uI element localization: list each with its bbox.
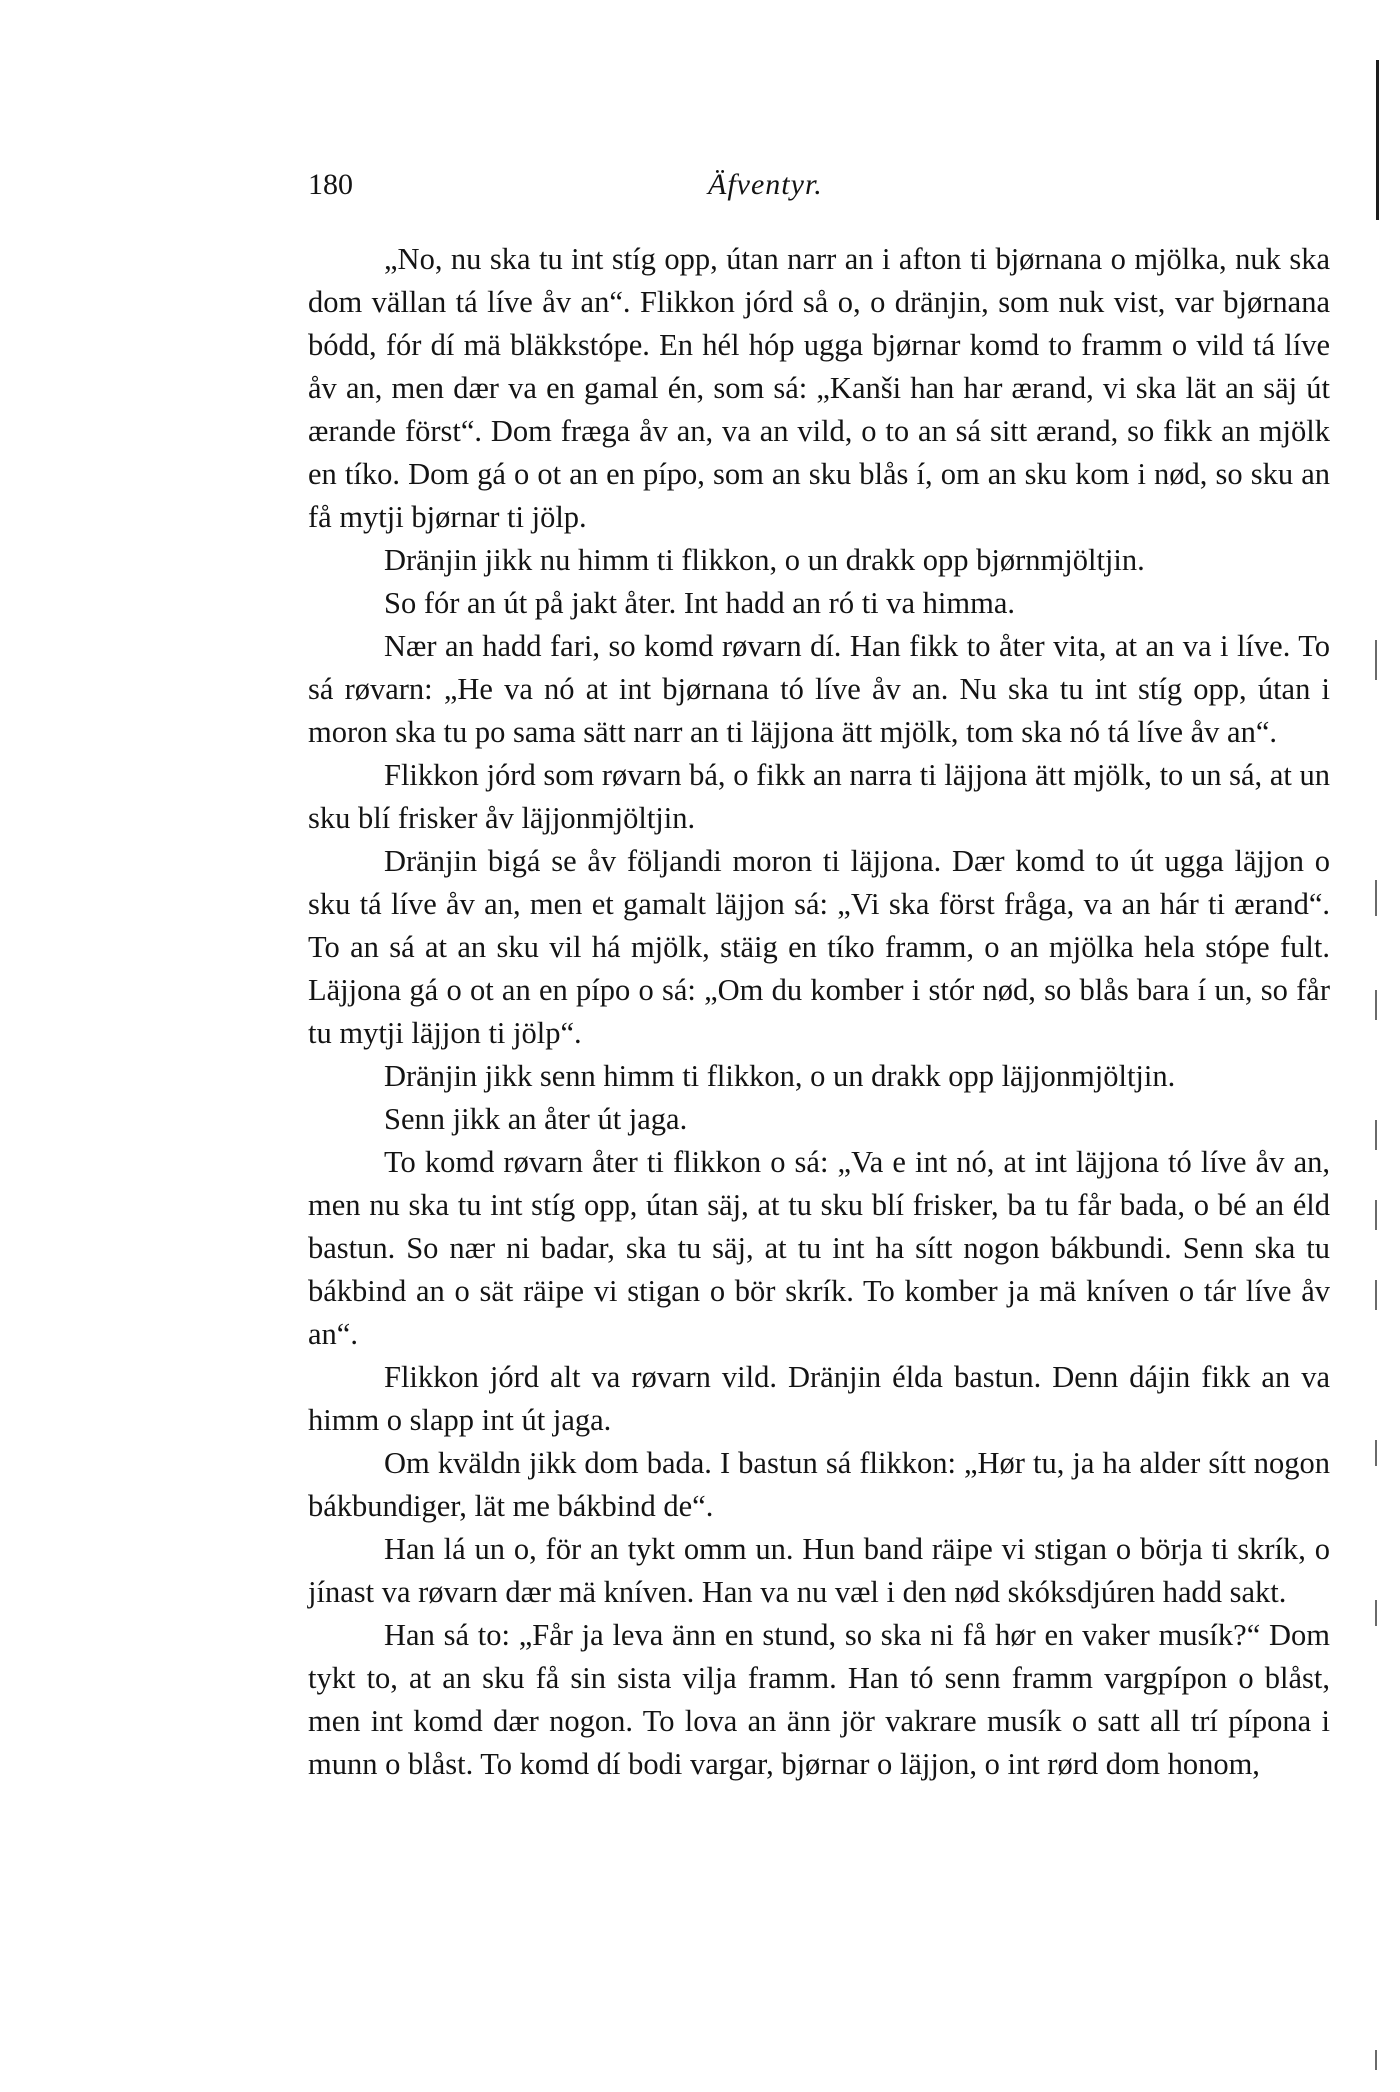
paragraph: Dränjin jikk nu himm ti flikkon, o un drakk opp bjørnmjöltjin. <box>384 543 1145 577</box>
page-number: 180 <box>308 168 353 201</box>
page-edge-tick <box>1375 2050 1377 2070</box>
page-edge-tick <box>1375 1440 1377 1466</box>
page-edge-tick <box>1375 880 1377 916</box>
paragraph: Flikkon jórd alt va røvarn vild. Dränjin élda bastun. Denn dájin fikk an va himm o slapp int út jaga. <box>308 1360 1330 1437</box>
paragraph: Flikkon jórd som røvarn bá, o fikk an narra ti läjjona ätt mjölk, to un sá, at un sku blí frisker åv läjjonmjöltjin. <box>308 758 1330 835</box>
page-edge-tick <box>1375 1280 1377 1310</box>
paragraph: „No, nu ska tu int stíg opp, útan narr an i afton ti bjørnana o mjölka, nuk ska dom vällan tá líve åv an“. Flikkon jórd så o, o dränjin, som nuk vist, var bjørnana bódd, fór dí mä bläkkstópe. En hél hóp ugga bjørnar komd to framm o vild tá líve åv an, men dær va en gamal én, som sá: „Kanši han har ærand, vi ska lät an säj út ærande först“. Dom fræga åv an, va an vild, o to an sá sitt ærand, so fikk an mjölk en tíko. Dom gá o ot an en pípo, som an sku blås í, om an sku kom i nød, so sku an få mytji bjørnar ti jölp. <box>308 242 1330 534</box>
paragraph: Nær an hadd fari, so komd røvarn dí. Han fikk to åter vita, at an va i líve. To sá røvarn: „He va nó at int bjørnana tó líve åv an. Nu ska tu int stíg opp, útan i moron ska tu po sama sätt narr an ti läjjona ätt mjölk, tom ska nó tá líve åv an“. <box>308 629 1330 749</box>
page-edge-tick <box>1375 1600 1377 1626</box>
paragraph: Dränjin jikk senn himm ti flikkon, o un drakk opp läjjonmjöltjin. <box>384 1059 1176 1093</box>
page-header <box>308 168 1308 208</box>
paragraph: So fór an út på jakt åter. Int hadd an ró ti va himma. <box>384 586 1016 620</box>
body-text <box>308 238 1330 1786</box>
page-edge-line <box>1376 60 1379 220</box>
paragraph: Dränjin bigá se åv följandi moron ti läjjona. Dær komd to út ugga läjjon o sku tá líve åv an, men et gamalt läjjon sá: „Vi ska först fråga, va an hár ti ærand“. To an sá at an sku vil há mjölk, stäig en tíko framm, o an mjölka hela stópe fult. Läjjona gá o ot an en pípo o sá: „Om du komber i stór nød, so blås bara í un, so får tu mytji läjjon ti jölp“. <box>308 844 1330 1050</box>
paragraph: Senn jikk an åter út jaga. <box>384 1102 688 1136</box>
paragraph: To komd røvarn åter ti flikkon o sá: „Va e int nó, at int läjjona tó líve åv an, men nu ska tu int stíg opp, útan säj, at tu sku blí frisker, ba tu får bada, o bé an éld bastun. So nær ni badar, ska tu säj, at tu int ha sítt nogon bákbundi. Senn ska tu bákbind an o sät räipe vi stigan o bör skrík. To komber ja mä kníven o tár líve åv an“. <box>308 1145 1330 1351</box>
paragraph: Han sá to: „Får ja leva änn en stund, so ska ni få hør en vaker musík?“ Dom tykt to, at an sku få sin sista vilja framm. Han tó senn framm vargpípon o blåst, men int komd dær nogon. To lova an änn jör vakrare musík o satt all trí pípona i munn o blåst. To komd dí bodi vargar, bjørnar o läjjon, o int rørd dom honom, <box>308 1618 1330 1781</box>
paragraph: Han lá un o, för an tykt omm un. Hun band räipe vi stigan o börja ti skrík, o jínast va røvarn dær mä kníven. Han va nu væl i den nød skóksdjúren hadd sakt. <box>308 1532 1330 1609</box>
page-edge-tick <box>1375 990 1377 1020</box>
page-edge-tick <box>1375 1200 1377 1230</box>
page-edge-tick <box>1375 1120 1377 1150</box>
running-title: Äfventyr. <box>708 168 823 201</box>
paragraph: Om kväldn jikk dom bada. I bastun sá flikkon: „Hør tu, ja ha alder sítt nogon bákbundiger, lät me bákbind de“. <box>308 1446 1330 1523</box>
page-edge-tick <box>1375 640 1377 680</box>
